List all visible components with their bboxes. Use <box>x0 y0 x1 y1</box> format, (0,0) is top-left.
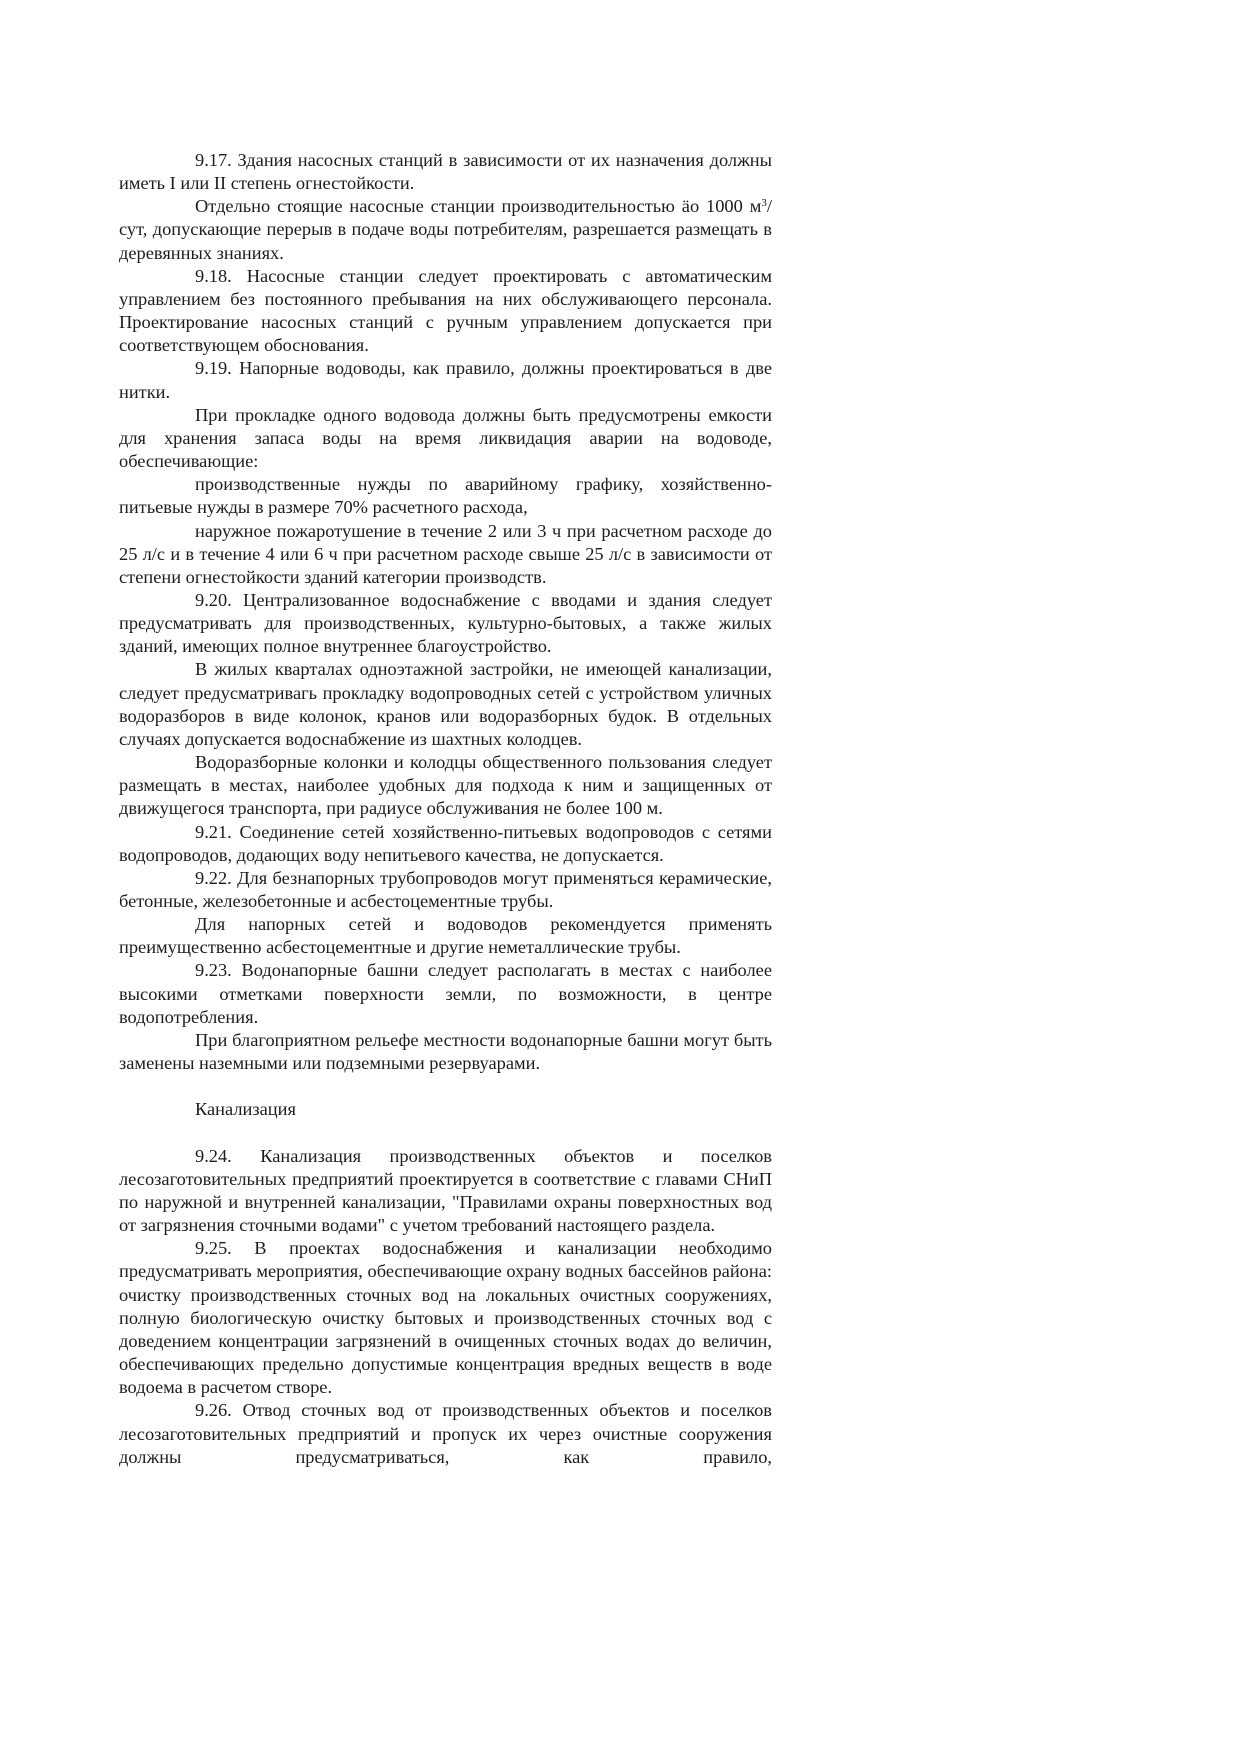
paragraph-single-pipeline: При прокладке одного водовода должны быть предусмотрены емкости для хранения запаса воды на время ликвидация аварии на водоводе, обеспечивающие: <box>119 404 772 472</box>
paragraph-9-26: 9.26. Отвод сточных вод от производственных объектов и поселков лесозаготовительных предприятий и пропуск их через очистные сооружения должны предусматриваться, как правило, <box>119 1400 772 1467</box>
paragraph-9-20: 9.20. Централизованное водоснабжение с вводами и здания следует предусматривать для производственных, культурно-бытовых, а также жилых зданий, имеющих полное внутреннее благоустройство. <box>119 589 772 657</box>
paragraph-residential-quarters: В жилых кварталах одноэтажной застройки, не имеющей канализации, следует предусматривагь прокладку водопроводных сетей с устройством уличных водоразборов в виде колонок, кранов или водоразборных будок. В отдельных случаях допускается водоснабжение из шахтных колодцев. <box>119 659 772 749</box>
paragraph-9-24: 9.24. Канализация производственных объектов и поселков лесозаготовительных предприятий проектируется в соответствие с главами СНиП по наружной и внутренней канализации, "Правилами охраны поверхностных вод от загрязнения сточными водами" с учетом требований настоящего раздела. <box>119 1145 772 1236</box>
paragraph-9-23: 9.23. Водонапорные башни следует располагать в местах с наиболее высокими отметками поверхности земли, по возможности, в центре водопотребления. <box>119 960 772 1027</box>
paragraph-9-18: 9.18. Насосные станции следует проектировать с автоматическим управлением без постоянного пребывания на них обслуживающего персонала. Проектирование насосных станций с ручным управлением допускается при соответствующем обоснования. <box>119 265 772 356</box>
paragraph-9-22: 9.22. Для безнапорных трубопроводов могут применяться керамические, бетонные, железобетонные и асбестоцементные трубы. <box>119 867 772 911</box>
paragraph-pressure-networks: Для напорных сетей и водоводов рекомендуется применять преимущественно асбестоцементные и другие неметаллические трубы. <box>119 914 772 958</box>
document-page <box>119 149 772 1469</box>
paragraph-fire-extinguishing: наружное пожаротушение в течение 2 или 3 ч при расчетном расходе до 25 л/с и в течение 4 или 6 ч при расчетном расходе свыше 25 л/с в зависимости от степени огнестойкости зданий категории производств. <box>119 520 772 587</box>
section-heading: Канализация <box>195 1099 296 1120</box>
paragraph-9-21: 9.21. Соединение сетей хозяйственно-питьевых водопроводов с сетями водопроводов, додающих воду непитьевого качества, не допускается. <box>119 821 772 865</box>
paragraph-pump-capacity: Отдельно стоящие насосные станции производительностью äо 1000 $м^3$/сут, допускающие перерыв в подаче воды потребителям, разрешается размещать в деревянных знаниях. <box>119 196 772 263</box>
paragraph-9-19: 9.19. Напорные водоводы, как правило, должны проектироваться в две нитки. <box>119 358 772 402</box>
paragraph-favorable-relief: При благоприятном рельефе местности водонапорные башни могут быть заменены наземными или подземными резервуарами. <box>119 1029 772 1074</box>
paragraph-water-columns: Водоразборные колонки и колодцы общественного пользования следует размещать в местах, наиболее удобных для подхода к ним и защищенных от движущегося транспорта, при радиусе обслуживания не более 100 м. <box>119 752 772 819</box>
paragraph-production-needs: производственные нужды по аварийному графику, хозяйственно-питьевые нужды в размере 70% расчетного расхода, <box>119 474 772 518</box>
paragraph-9-25: 9.25. В проектах водоснабжения и канализации необходимо предусматривать мероприятия, обеспечивающие охрану водных бассейнов района: очистку производственных сточных вод на локальных очистных сооружениях, полную биологическую очистку бытовых и производственных сточных вод с доведением концентрации загрязнений в очищенных сточных водах до величин, обеспечивающих предельно допустимые концентрация вредных веществ в воде водоема в расчетом створе. <box>119 1238 772 1398</box>
paragraph-9-17: 9.17. Здания насосных станций в зависимости от их назначения должны иметь I или II степень огнестойкости. <box>119 150 772 194</box>
